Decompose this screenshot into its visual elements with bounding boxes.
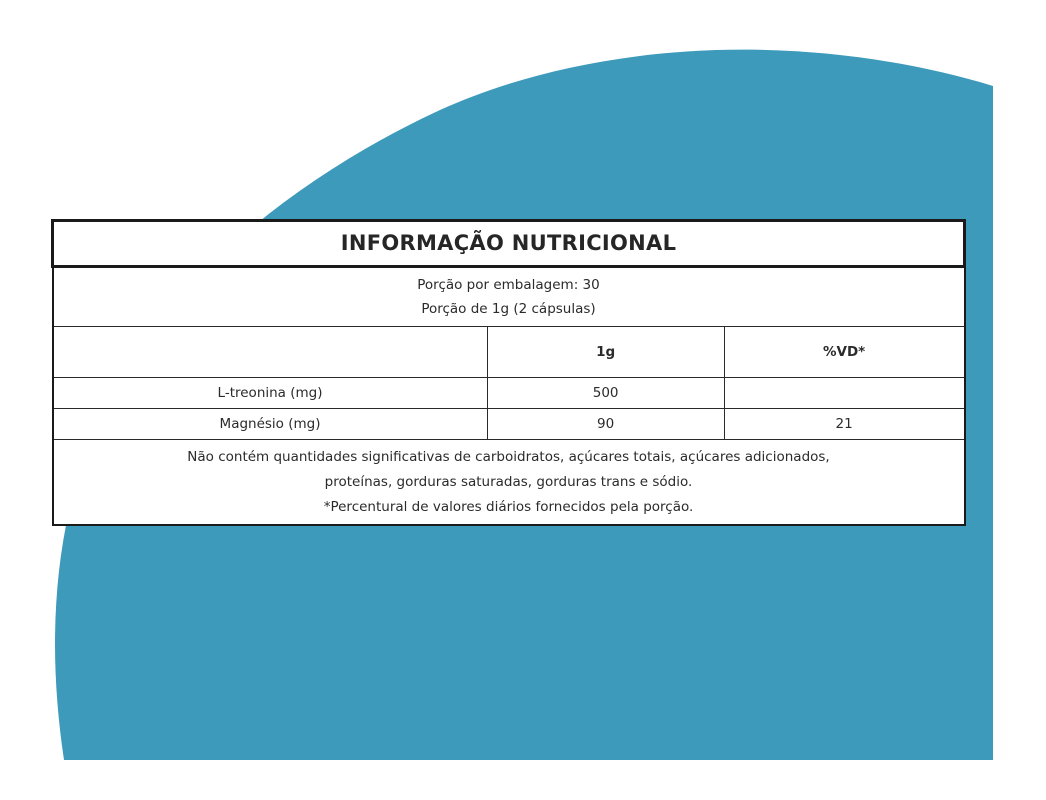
portion-size: Porção de 1g (2 cápsulas)	[421, 301, 596, 317]
footer-line-1: Não contém quantidades significativas de carboidratos, açúcares totais, açúcares adicionados,	[187, 448, 830, 465]
portions-per-package: Porção por embalagem: 30	[417, 277, 600, 293]
table-row	[53, 378, 965, 409]
footer-notes	[53, 440, 965, 526]
header-name	[53, 327, 488, 378]
title-row	[53, 221, 965, 267]
footer-line-3: *Percentural de valores diários fornecidos pela porção.	[323, 498, 694, 515]
nutrition-facts-table	[51, 219, 966, 526]
header-vd: %VD*	[724, 327, 964, 378]
portion-info	[53, 267, 965, 327]
portion-row	[53, 267, 965, 327]
nutrient-vd: 21	[724, 409, 964, 440]
nutrient-name: L-treonina (mg)	[53, 378, 488, 409]
header-amount: 1g	[487, 327, 724, 378]
footer-row	[53, 440, 965, 526]
nutrient-name: Magnésio (mg)	[53, 409, 488, 440]
footer-line-2: proteínas, gorduras saturadas, gorduras trans e sódio.	[324, 473, 693, 490]
nutrient-amount: 90	[487, 409, 724, 440]
nutrient-amount: 500	[487, 378, 724, 409]
nutrient-vd	[724, 378, 964, 409]
header-row	[53, 327, 965, 378]
table-title: INFORMAÇÃO NUTRICIONAL	[53, 221, 965, 267]
table-row	[53, 409, 965, 440]
